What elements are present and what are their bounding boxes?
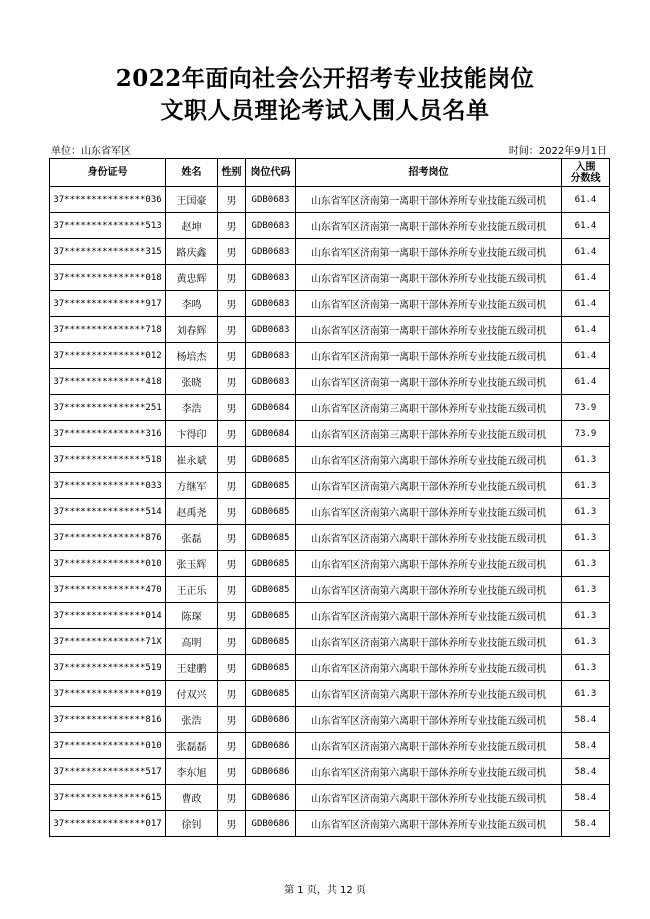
cell-post: 山东省军区济南第六离职干部休养所专业技能五级司机 <box>296 707 562 733</box>
cell-name: 刘春辉 <box>166 317 218 343</box>
cell-cutoff-score: 61.3 <box>562 603 610 629</box>
cell-cutoff-score: 73.9 <box>562 395 610 421</box>
cell-name: 李鸣 <box>166 291 218 317</box>
cell-gender: 男 <box>218 213 246 239</box>
table-row <box>50 551 610 577</box>
table-row <box>50 395 610 421</box>
cell-name: 曹政 <box>166 785 218 811</box>
cell-post: 山东省军区济南第六离职干部休养所专业技能五级司机 <box>296 525 562 551</box>
cell-post-code: GDB0686 <box>246 811 296 837</box>
cell-post: 山东省军区济南第六离职干部休养所专业技能五级司机 <box>296 551 562 577</box>
cell-post-code: GDB0683 <box>246 369 296 395</box>
cell-id-number: 37***************519 <box>50 655 166 681</box>
cell-gender: 男 <box>218 733 246 759</box>
cell-post-code: GDB0686 <box>246 733 296 759</box>
cell-id-number: 37***************018 <box>50 265 166 291</box>
cell-gender: 男 <box>218 239 246 265</box>
table-row <box>50 473 610 499</box>
table-row <box>50 733 610 759</box>
cell-name: 王正乐 <box>166 577 218 603</box>
cell-name: 张磊 <box>166 525 218 551</box>
table-row <box>50 343 610 369</box>
cell-cutoff-score: 61.4 <box>562 265 610 291</box>
cell-gender: 男 <box>218 369 246 395</box>
table-row <box>50 369 610 395</box>
cell-cutoff-score: 73.9 <box>562 421 610 447</box>
cell-post: 山东省军区济南第三离职干部休养所专业技能五级司机 <box>296 395 562 421</box>
cell-post-code: GDB0685 <box>246 603 296 629</box>
cell-id-number: 37***************315 <box>50 239 166 265</box>
table-row <box>50 629 610 655</box>
cell-post-code: GDB0686 <box>246 759 296 785</box>
cell-gender: 男 <box>218 395 246 421</box>
date-label: 时间：2022年9月1日 <box>508 146 607 157</box>
cell-post-code: GDB0685 <box>246 629 296 655</box>
cell-post: 山东省军区济南第三离职干部休养所专业技能五级司机 <box>296 421 562 447</box>
cell-id-number: 37***************718 <box>50 317 166 343</box>
cell-id-number: 37***************518 <box>50 447 166 473</box>
cell-post-code: GDB0686 <box>246 785 296 811</box>
cell-cutoff-score: 61.4 <box>562 343 610 369</box>
cell-post: 山东省军区济南第六离职干部休养所专业技能五级司机 <box>296 759 562 785</box>
table-row <box>50 525 610 551</box>
cell-id-number: 37***************010 <box>50 733 166 759</box>
cell-cutoff-score: 61.3 <box>562 681 610 707</box>
table-row <box>50 707 610 733</box>
cell-id-number: 37***************513 <box>50 213 166 239</box>
cell-id-number: 37***************036 <box>50 187 166 213</box>
cell-post: 山东省军区济南第一离职干部休养所专业技能五级司机 <box>296 265 562 291</box>
cell-gender: 男 <box>218 343 246 369</box>
table-row <box>50 317 610 343</box>
table-row <box>50 447 610 473</box>
cell-gender: 男 <box>218 317 246 343</box>
cell-id-number: 37***************033 <box>50 473 166 499</box>
cell-post: 山东省军区济南第一离职干部休养所专业技能五级司机 <box>296 343 562 369</box>
table-row <box>50 655 610 681</box>
cell-name: 张磊磊 <box>166 733 218 759</box>
cell-post-code: GDB0685 <box>246 577 296 603</box>
cell-post: 山东省军区济南第六离职干部休养所专业技能五级司机 <box>296 655 562 681</box>
table-row <box>50 291 610 317</box>
cell-cutoff-score: 61.3 <box>562 473 610 499</box>
cell-post: 山东省军区济南第六离职干部休养所专业技能五级司机 <box>296 733 562 759</box>
cell-cutoff-score: 58.4 <box>562 759 610 785</box>
cell-post: 山东省军区济南第一离职干部休养所专业技能五级司机 <box>296 239 562 265</box>
table-row <box>50 811 610 837</box>
cell-gender: 男 <box>218 265 246 291</box>
cell-gender: 男 <box>218 577 246 603</box>
cell-id-number: 37***************615 <box>50 785 166 811</box>
cell-name: 陈琛 <box>166 603 218 629</box>
cell-id-number: 37***************71X <box>50 629 166 655</box>
header-cutoff-score: 入围 分数线 <box>562 159 610 187</box>
header-post-code: 岗位代码 <box>246 159 296 187</box>
cell-cutoff-score: 58.4 <box>562 811 610 837</box>
cell-name: 李浩 <box>166 395 218 421</box>
table-row <box>50 577 610 603</box>
cell-gender: 男 <box>218 655 246 681</box>
cell-post-code: GDB0685 <box>246 473 296 499</box>
cell-post: 山东省军区济南第一离职干部休养所专业技能五级司机 <box>296 213 562 239</box>
cell-cutoff-score: 58.4 <box>562 733 610 759</box>
cell-cutoff-score: 61.4 <box>562 239 610 265</box>
cell-post: 山东省军区济南第六离职干部休养所专业技能五级司机 <box>296 681 562 707</box>
cell-post-code: GDB0685 <box>246 447 296 473</box>
candidate-table <box>49 158 610 837</box>
unit-label: 单位：山东省军区 <box>51 146 131 157</box>
cell-post-code: GDB0683 <box>246 343 296 369</box>
cell-name: 卞得印 <box>166 421 218 447</box>
cell-post: 山东省军区济南第六离职干部休养所专业技能五级司机 <box>296 603 562 629</box>
cell-name: 赵禹尧 <box>166 499 218 525</box>
table-row <box>50 265 610 291</box>
cell-post-code: GDB0686 <box>246 707 296 733</box>
cell-name: 崔永斌 <box>166 447 218 473</box>
cell-cutoff-score: 61.3 <box>562 499 610 525</box>
cell-id-number: 37***************470 <box>50 577 166 603</box>
cell-name: 张晓 <box>166 369 218 395</box>
cell-gender: 男 <box>218 291 246 317</box>
header-name: 姓名 <box>166 159 218 187</box>
cell-cutoff-score: 61.3 <box>562 629 610 655</box>
cell-id-number: 37***************251 <box>50 395 166 421</box>
cell-gender: 男 <box>218 525 246 551</box>
cell-cutoff-score: 58.4 <box>562 785 610 811</box>
cell-post: 山东省军区济南第一离职干部休养所专业技能五级司机 <box>296 369 562 395</box>
cell-name: 王建鹏 <box>166 655 218 681</box>
cell-post-code: GDB0685 <box>246 499 296 525</box>
cell-id-number: 37***************012 <box>50 343 166 369</box>
cell-name: 赵坤 <box>166 213 218 239</box>
cell-post: 山东省军区济南第一离职干部休养所专业技能五级司机 <box>296 291 562 317</box>
cell-name: 张浩 <box>166 707 218 733</box>
cell-cutoff-score: 61.3 <box>562 577 610 603</box>
cell-post: 山东省军区济南第六离职干部休养所专业技能五级司机 <box>296 447 562 473</box>
cell-name: 李东旭 <box>166 759 218 785</box>
header-gender: 性别 <box>218 159 246 187</box>
cell-cutoff-score: 58.4 <box>562 707 610 733</box>
cell-id-number: 37***************418 <box>50 369 166 395</box>
cell-gender: 男 <box>218 603 246 629</box>
cell-name: 王国豪 <box>166 187 218 213</box>
table-body <box>50 187 610 837</box>
header-post: 招考岗位 <box>296 159 562 187</box>
cell-gender: 男 <box>218 187 246 213</box>
table-row <box>50 213 610 239</box>
cell-id-number: 37***************010 <box>50 551 166 577</box>
table-row <box>50 603 610 629</box>
table-header-row <box>50 159 610 187</box>
cell-id-number: 37***************816 <box>50 707 166 733</box>
cell-gender: 男 <box>218 811 246 837</box>
cell-id-number: 37***************316 <box>50 421 166 447</box>
cell-name: 徐钊 <box>166 811 218 837</box>
cell-cutoff-score: 61.3 <box>562 525 610 551</box>
cell-post: 山东省军区济南第一离职干部休养所专业技能五级司机 <box>296 317 562 343</box>
cell-post: 山东省军区济南第六离职干部休养所专业技能五级司机 <box>296 785 562 811</box>
cell-post-code: GDB0683 <box>246 213 296 239</box>
cell-post: 山东省军区济南第六离职干部休养所专业技能五级司机 <box>296 577 562 603</box>
cell-id-number: 37***************019 <box>50 681 166 707</box>
cell-cutoff-score: 61.3 <box>562 447 610 473</box>
cell-id-number: 37***************917 <box>50 291 166 317</box>
table-row <box>50 239 610 265</box>
table-row <box>50 187 610 213</box>
document-title-line-1: 2022年面向社会公开招考专业技能岗位 <box>115 65 535 92</box>
cell-cutoff-score: 61.3 <box>562 655 610 681</box>
cell-post-code: GDB0683 <box>246 239 296 265</box>
cell-id-number: 37***************876 <box>50 525 166 551</box>
cell-name: 杨培杰 <box>166 343 218 369</box>
cell-id-number: 37***************017 <box>50 811 166 837</box>
cell-post-code: GDB0685 <box>246 681 296 707</box>
cell-cutoff-score: 61.4 <box>562 317 610 343</box>
cell-cutoff-score: 61.4 <box>562 291 610 317</box>
cell-gender: 男 <box>218 629 246 655</box>
cell-post-code: GDB0685 <box>246 525 296 551</box>
cell-id-number: 37***************514 <box>50 499 166 525</box>
table-row <box>50 759 610 785</box>
cell-id-number: 37***************014 <box>50 603 166 629</box>
cell-name: 付双兴 <box>166 681 218 707</box>
cell-post: 山东省军区济南第六离职干部休养所专业技能五级司机 <box>296 811 562 837</box>
cell-post-code: GDB0685 <box>246 655 296 681</box>
cell-gender: 男 <box>218 551 246 577</box>
page-footer: 第 1 页，共 12 页 <box>284 885 366 896</box>
cell-name: 张玉辉 <box>166 551 218 577</box>
cell-post-code: GDB0683 <box>246 291 296 317</box>
cell-post-code: GDB0685 <box>246 551 296 577</box>
cell-post: 山东省军区济南第一离职干部休养所专业技能五级司机 <box>296 187 562 213</box>
header-id-number: 身份证号 <box>50 159 166 187</box>
cell-post-code: GDB0683 <box>246 187 296 213</box>
cell-cutoff-score: 61.4 <box>562 187 610 213</box>
cell-post-code: GDB0683 <box>246 265 296 291</box>
cell-gender: 男 <box>218 785 246 811</box>
table-row <box>50 785 610 811</box>
cell-cutoff-score: 61.4 <box>562 213 610 239</box>
cell-post: 山东省军区济南第六离职干部休养所专业技能五级司机 <box>296 473 562 499</box>
cell-gender: 男 <box>218 759 246 785</box>
cell-gender: 男 <box>218 447 246 473</box>
cell-name: 方继军 <box>166 473 218 499</box>
cell-cutoff-score: 61.3 <box>562 551 610 577</box>
cell-cutoff-score: 61.4 <box>562 369 610 395</box>
cell-gender: 男 <box>218 499 246 525</box>
cell-post-code: GDB0684 <box>246 395 296 421</box>
cell-gender: 男 <box>218 473 246 499</box>
cell-name: 路庆鑫 <box>166 239 218 265</box>
cell-post: 山东省军区济南第六离职干部休养所专业技能五级司机 <box>296 629 562 655</box>
table-row <box>50 421 610 447</box>
table-row <box>50 499 610 525</box>
cell-gender: 男 <box>218 421 246 447</box>
cell-gender: 男 <box>218 707 246 733</box>
cell-gender: 男 <box>218 681 246 707</box>
document-title-line-2: 文职人员理论考试入围人员名单 <box>160 97 490 124</box>
cell-post-code: GDB0683 <box>246 317 296 343</box>
table-row <box>50 681 610 707</box>
cell-id-number: 37***************517 <box>50 759 166 785</box>
cell-post-code: GDB0684 <box>246 421 296 447</box>
cell-post: 山东省军区济南第六离职干部休养所专业技能五级司机 <box>296 499 562 525</box>
cell-name: 高明 <box>166 629 218 655</box>
cell-name: 黄忠辉 <box>166 265 218 291</box>
